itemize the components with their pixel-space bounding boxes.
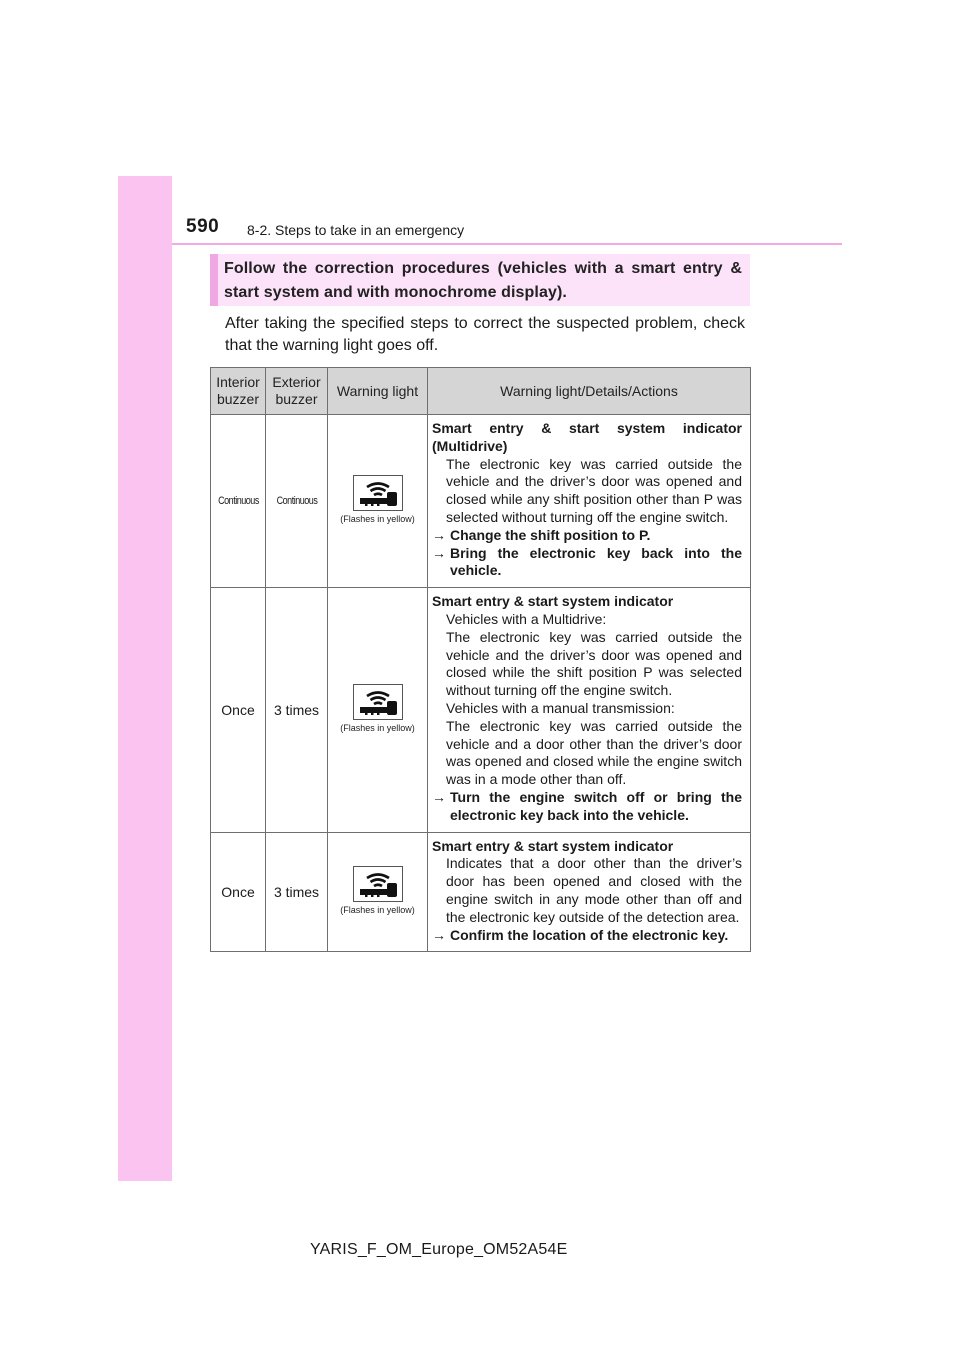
details-cell [428,588,751,832]
action-item [432,545,742,581]
table-body [211,415,751,952]
header-details: Warning light/Details/Actions [428,368,751,415]
details-cell [428,832,751,952]
header-exterior-buzzer: Exterior buzzer [266,368,328,415]
warning-table [210,367,751,952]
icon-caption: (Flashes in yellow) [340,514,415,525]
page-number: 590 [186,216,220,237]
arrow-icon: → [432,788,446,805]
detail-text: Indicates that a door other than the driver’s door has been opened and closed with the engine switch in any mode other than off and the electronic key outside of the detection area. [446,855,742,925]
detail-text: Vehicles with a manual transmission: [446,699,675,716]
smart-key-icon [353,475,403,511]
exterior-buzzer-cell: 3 times [266,832,328,952]
action-item [432,927,742,945]
icon-caption: (Flashes in yellow) [340,904,415,915]
header-rule [172,243,842,245]
warning-light-graphic [340,866,415,915]
indicator-title: Smart entry & start system indicator [432,837,674,854]
table-row [211,415,751,588]
warning-light-graphic [340,684,415,733]
indicator-title: Smart entry & start system indicator (Multidrive) [432,420,742,454]
exterior-buzzer-cell: 3 times [266,588,328,832]
action-text: Turn the engine switch off or bring the electronic key back into the vehicle. [450,788,742,823]
details-cell [428,415,751,588]
side-color-band [118,176,172,1181]
section-title: 8-2. Steps to take in an emergency [247,222,465,238]
action-text: Confirm the location of the electronic key. [450,926,729,943]
interior-buzzer-cell: Once [211,588,266,832]
warning-light-cell [328,588,428,832]
exterior-buzzer-cell: Continuous [271,415,322,588]
arrow-icon: → [432,926,446,943]
warning-light-graphic [340,475,415,524]
warning-light-cell [328,415,428,588]
header-interior-buzzer: Interior buzzer [211,368,266,415]
callout-title: Follow the correction procedures (vehicles with a smart entry & start system and with monochrome display). [224,260,742,301]
interior-buzzer-cell: Once [211,832,266,952]
header-warning-light: Warning light [328,368,428,415]
callout-box [210,254,750,306]
indicator-title: Smart entry & start system indicator [432,593,674,610]
action-text: Change the shift position to P. [450,526,651,543]
warning-light-cell [328,832,428,952]
detail-text: The electronic key was carried outside the vehicle and the driver’s door was opened and closed while any shift position other than P was selected without turning off the engine switch. [446,455,742,525]
icon-caption: (Flashes in yellow) [340,722,415,733]
action-item [432,527,742,545]
document-code: YARIS_F_OM_Europe_OM52A54E [310,1241,568,1258]
interior-buzzer-cell: Continuous [215,415,260,588]
action-text: Bring the electronic key back into the vehicle. [450,544,742,579]
smart-key-icon [353,684,403,720]
intro-paragraph: After taking the specified steps to correct the suspected problem, check that the warning light goes off. [225,315,745,354]
detail-text: The electronic key was carried outside the vehicle and a door other than the driver’s door was opened and closed while the engine switch was in a mode other than off. [446,717,742,788]
table-row [211,588,751,832]
detail-text: Vehicles with a Multidrive: [446,610,607,627]
table-header-row [211,368,751,415]
arrow-icon: → [432,544,446,561]
detail-text: The electronic key was carried outside the vehicle and the driver’s door was opened and closed while the shift position P was selected without turning off the engine switch. [446,628,742,699]
smart-key-icon [353,866,403,902]
action-item [432,789,742,825]
arrow-icon: → [432,526,446,543]
table-row [211,832,751,952]
